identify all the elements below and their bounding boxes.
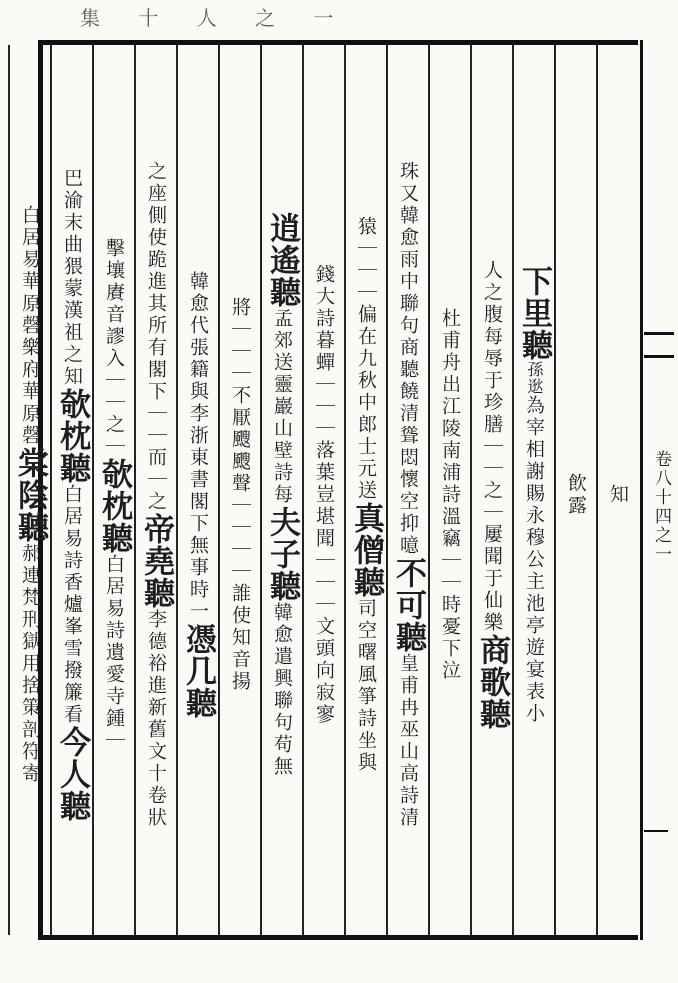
body-text: 擊壤賡音謬入｜｜之｜ <box>103 238 125 458</box>
body-text: 猿｜｜｜偏在九秋中郎士元送 <box>355 216 377 502</box>
body-text: 知 <box>607 484 629 506</box>
body-text: 為宰相謝賜永穆公主池亭遊宴表小 <box>523 395 545 725</box>
text-column <box>554 45 596 935</box>
entry-heading: 不可聽 <box>390 557 426 653</box>
text-column <box>50 45 92 935</box>
body-text: 人之腹每辱于珍膳｜｜之｜屢聞于仙樂 <box>481 260 503 634</box>
entry-heading: 帝堯聽 <box>138 513 174 609</box>
entry-heading: 憑几聽 <box>180 623 216 719</box>
entry-heading: 下里聽 <box>516 265 552 361</box>
body-text: 飲露 <box>565 473 587 517</box>
body-text: 珠又韓愈雨中聯句商聽饒清聳悶懷空抑噫 <box>397 161 419 557</box>
body-text: 杜甫舟出江陵南浦詩溫竊｜｜時憂下泣 <box>439 308 461 682</box>
body-text: 之座側使跪進其所有閣下｜｜而｜之 <box>145 161 167 513</box>
text-column <box>176 45 218 935</box>
entry-heading: 今人聽 <box>54 726 90 822</box>
text-column <box>428 45 470 935</box>
right-margin <box>640 40 678 940</box>
text-column <box>0 45 8 935</box>
text-column <box>344 45 386 935</box>
body-text: 將｜｜｜不厭颼颼聲｜｜｜｜誰使知音揚 <box>229 297 251 693</box>
text-column <box>386 45 428 935</box>
entry-heading: 欹枕聽 <box>54 388 90 484</box>
annotation: 孫逖 <box>525 361 544 395</box>
body-text: 李德裕進新舊文十卷狀 <box>145 609 167 829</box>
body-text: 巴渝末曲猥蒙漢祖之知 <box>61 168 83 388</box>
body-text: 錢大詩暮蟬｜｜｜落葉豈堪聞｜｜｜文頭向寂寥 <box>313 264 335 726</box>
fish-tail-mark <box>644 332 674 358</box>
top-cropped-text: 集 十 人 之 一 <box>80 6 350 30</box>
page-frame <box>12 40 638 940</box>
text-column <box>260 45 302 935</box>
text-column <box>596 45 638 935</box>
entry-heading: 欹枕聽 <box>96 458 132 554</box>
body-text: 司空曙風箏詩坐與 <box>355 598 377 774</box>
body-text: 白居易詩遺愛寺鍾｜ <box>103 554 125 752</box>
volume-label: 卷八十四之一 <box>651 450 671 564</box>
text-column <box>512 45 554 935</box>
text-column <box>218 45 260 935</box>
entry-heading: 逍遙聽 <box>264 212 300 308</box>
body-text: 皇甫冉巫山高詩清 <box>397 653 419 829</box>
body-text: 韓愈代張籍與李浙東書閣下無事時一 <box>187 271 209 623</box>
text-column <box>134 45 176 935</box>
body-text: 白居易詩香爐峯雪撥簾看 <box>61 484 83 726</box>
text-column <box>8 45 50 935</box>
text-columns <box>12 45 638 935</box>
entry-heading: 商歌聽 <box>474 634 510 730</box>
text-column <box>470 45 512 935</box>
margin-rule <box>640 40 643 940</box>
body-text: 郝連梵刑獄用捨策剖符寄 <box>19 543 41 785</box>
entry-heading: 夫子聽 <box>264 506 300 602</box>
body-text: 韓愈遣興聯句苟無 <box>271 602 293 778</box>
entry-heading: 真僧聽 <box>348 502 384 598</box>
body-text: 白居易華原磬樂府華原磬 <box>19 205 41 447</box>
text-column <box>92 45 134 935</box>
body-text: 孟郊送靈巖山壁詩每 <box>271 308 293 506</box>
entry-heading: 棠陰聽 <box>12 447 48 543</box>
text-column <box>302 45 344 935</box>
fold-mark <box>644 830 668 832</box>
